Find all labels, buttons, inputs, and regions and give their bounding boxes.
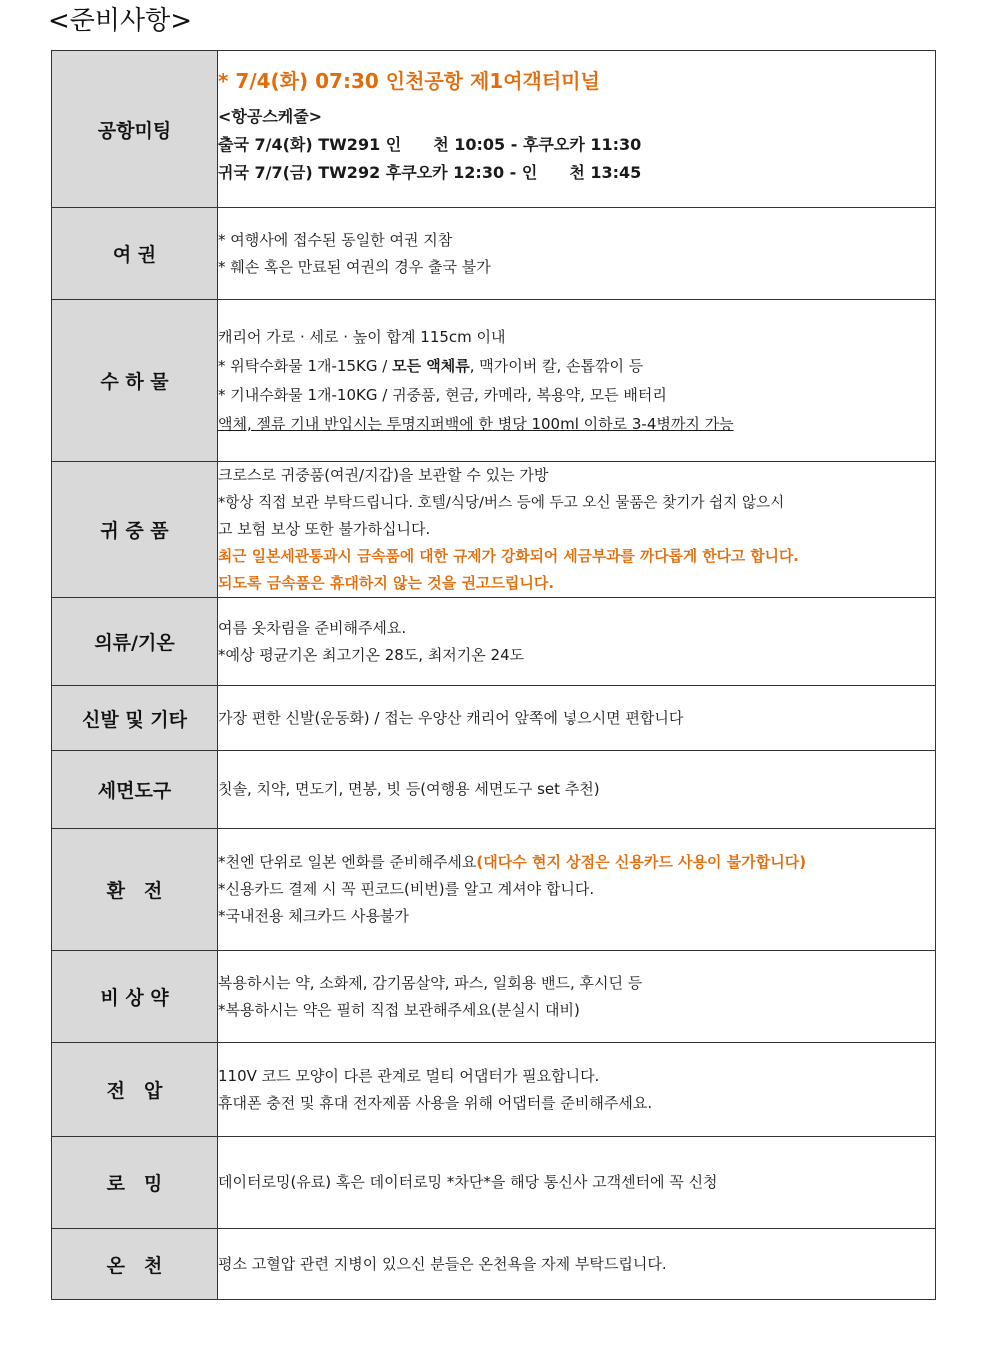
baggage-checked [218, 352, 935, 381]
row-medicine [52, 951, 936, 1043]
content-clothing [218, 598, 936, 686]
baggage-liquid-rule: 액체, 젤류 기내 반입시는 투명지퍼백에 한 병당 100ml 이하로 3-4병까지 가능 [218, 414, 734, 433]
roaming-line: 데이터로밍(유료) 혹은 데이터로밍 *차단*을 해당 통신사 고객센터에 꼭 신청 [218, 1173, 718, 1191]
content-valuables [218, 462, 936, 598]
shoes-line: 가장 편한 신발(운동화) / 접는 우양산 캐리어 앞쪽에 넣으시면 편합니다 [218, 708, 684, 727]
schedule-outbound: 출국 7/4(화) TW291 인 천 10:05 - 후쿠오카 11:30 [218, 135, 642, 154]
row-toiletries [52, 751, 936, 829]
baggage-carryon: * 기내수화물 1개-10KG / 귀중품, 현금, 카메라, 복용약, 모든 배터리 [218, 385, 667, 404]
label-shoes: 신발 및 기타 [52, 686, 218, 751]
label-meeting: 공항미팅 [52, 51, 218, 208]
content-toiletries [218, 751, 936, 829]
row-baggage [52, 300, 936, 462]
baggage-checked-text: * 위탁수화물 1개-15KG / [218, 356, 393, 375]
exchange-line: *국내전용 체크카드 사용불가 [218, 907, 409, 925]
passport-line: * 훼손 혹은 만료된 여권의 경우 출국 불가 [218, 257, 491, 276]
baggage-liquids-emphasis: 모든 액체류 [392, 356, 470, 375]
content-voltage [218, 1043, 936, 1137]
content-shoes [218, 686, 936, 751]
row-exchange [52, 829, 936, 951]
content-baggage [218, 300, 936, 462]
row-roaming [52, 1137, 936, 1229]
valuables-line: 크로스로 귀중품(여권/지갑)을 보관할 수 있는 가방 [218, 466, 549, 484]
schedule-inbound: 귀국 7/7(금) TW292 후쿠오카 12:30 - 인 천 13:45 [218, 163, 642, 182]
label-exchange: 환 전 [52, 829, 218, 951]
valuables-line: *항상 직접 보관 부탁드립니다. 호텔/식당/버스 등에 두고 오신 물품은 찾기가 쉽지 않으시 [218, 494, 785, 511]
valuables-line: 고 보험 보상 또한 불가하십니다. [218, 520, 431, 538]
exchange-yen-text: *천엔 단위로 일본 엔화를 준비해주세요 [218, 853, 477, 871]
valuables-warning: 최근 일본세관통과시 금속품에 대한 규제가 강화되어 세금부과를 까다롭게 한다고 합니다. [218, 548, 799, 565]
meeting-headline: * 7/4(화) 07:30 인천공항 제1여객터미널 [218, 69, 600, 93]
row-onsen [52, 1229, 936, 1300]
exchange-card-warning: (대다수 현지 상점은 신용카드 사용이 불가합니다) [476, 853, 807, 871]
page-title: <준비사항> [48, 6, 193, 36]
row-meeting [52, 51, 936, 208]
content-medicine [218, 951, 936, 1043]
clothing-line: *예상 평균기온 최고기온 28도, 최저기온 24도 [218, 645, 525, 664]
baggage-size: 캐리어 가로 · 세로 · 높이 합계 115cm 이내 [218, 327, 506, 346]
content-passport [218, 208, 936, 300]
row-passport [52, 208, 936, 300]
row-valuables [52, 462, 936, 598]
label-passport: 여 권 [52, 208, 218, 300]
passport-line: * 여행사에 접수된 동일한 여권 지참 [218, 230, 453, 249]
medicine-line: *복용하시는 약은 필히 직접 보관해주세요(분실시 대비) [218, 1000, 580, 1019]
label-toiletries: 세면도구 [52, 751, 218, 829]
label-voltage: 전 압 [52, 1043, 218, 1137]
content-onsen [218, 1229, 936, 1300]
voltage-line: 110V 코드 모양이 다른 관계로 멀티 어댑터가 필요합니다. [218, 1066, 600, 1085]
content-meeting [218, 51, 936, 208]
label-valuables: 귀 중 품 [52, 462, 218, 598]
row-shoes [52, 686, 936, 751]
toiletries-line: 칫솔, 치약, 면도기, 면봉, 빗 등(여행용 세면도구 set 추천) [218, 780, 600, 798]
schedule-title: <항공스케줄> [218, 107, 323, 126]
clothing-line: 여름 옷차림을 준비해주세요. [218, 618, 407, 637]
preparation-table [51, 50, 936, 1300]
label-baggage: 수 하 물 [52, 300, 218, 462]
content-roaming [218, 1137, 936, 1229]
row-voltage [52, 1043, 936, 1137]
label-medicine: 비 상 약 [52, 951, 218, 1043]
baggage-checked-rest: , 맥가이버 칼, 손톱깎이 등 [469, 356, 644, 375]
row-clothing [52, 598, 936, 686]
content-exchange [218, 829, 936, 951]
voltage-line: 휴대폰 충전 및 휴대 전자제품 사용을 위해 어댑터를 준비해주세요. [218, 1093, 653, 1112]
medicine-line: 복용하시는 약, 소화제, 감기몸살약, 파스, 일회용 밴드, 후시딘 등 [218, 973, 643, 992]
exchange-line: *신용카드 결제 시 꼭 핀코드(비번)를 알고 계셔야 합니다. [218, 880, 595, 898]
label-onsen: 온 천 [52, 1229, 218, 1300]
exchange-line [218, 849, 935, 876]
onsen-line: 평소 고혈압 관련 지병이 있으신 분들은 온천욕을 자제 부탁드립니다. [218, 1254, 667, 1273]
label-clothing: 의류/기온 [52, 598, 218, 686]
valuables-warning: 되도록 금속품은 휴대하지 않는 것을 권고드립니다. [218, 574, 555, 592]
label-roaming: 로 밍 [52, 1137, 218, 1229]
